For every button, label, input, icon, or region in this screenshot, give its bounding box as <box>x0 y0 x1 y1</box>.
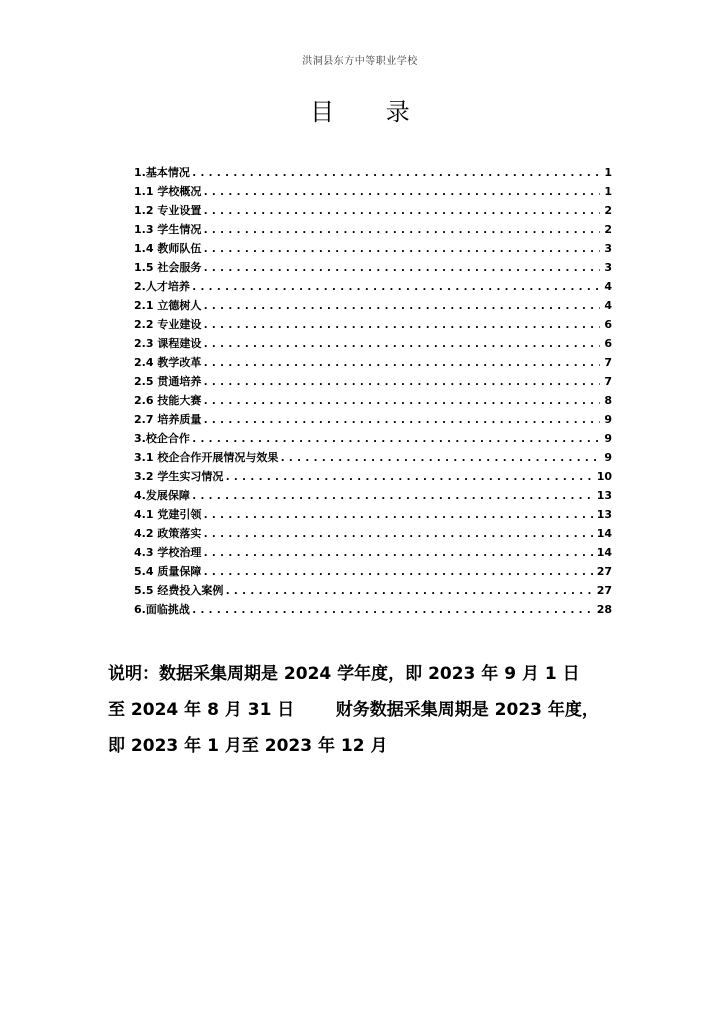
toc-dot-leader <box>202 394 600 407</box>
toc-entry-page-number: 6 <box>604 337 612 350</box>
toc-entry-page-number: 27 <box>596 565 612 578</box>
toc-entry-page-number: 27 <box>596 584 612 597</box>
toc-dot-leader <box>202 356 600 369</box>
toc-dot-leader <box>202 223 600 236</box>
toc-entry[interactable] <box>134 202 612 221</box>
toc-entry[interactable] <box>134 411 612 430</box>
toc-entry-page-number: 9 <box>604 413 612 426</box>
toc-entry-page-number: 7 <box>604 356 612 369</box>
toc-entry[interactable] <box>134 316 612 335</box>
toc-entry-label: 1.基本情况 <box>134 166 190 179</box>
toc-dot-leader <box>202 375 600 388</box>
toc-entry[interactable] <box>134 525 612 544</box>
toc-dot-leader <box>202 527 592 540</box>
table-of-contents <box>134 164 612 620</box>
toc-entry-label: 2.5 贯通培养 <box>134 375 202 388</box>
toc-entry-label: 2.1 立德树人 <box>134 299 202 312</box>
toc-entry-page-number: 3 <box>604 261 612 274</box>
toc-entry[interactable] <box>134 582 612 601</box>
toc-entry-label: 5.4 质量保障 <box>134 565 202 578</box>
toc-entry[interactable] <box>134 563 612 582</box>
toc-entry-page-number: 28 <box>596 603 612 616</box>
page-title: 目 录 <box>310 98 432 126</box>
toc-entry-page-number: 14 <box>596 546 612 559</box>
data-period-note <box>108 656 618 764</box>
toc-entry-page-number: 13 <box>596 489 612 502</box>
toc-entry-page-number: 7 <box>604 375 612 388</box>
toc-entry-label: 2.2 专业建设 <box>134 318 202 331</box>
toc-entry[interactable] <box>134 373 612 392</box>
toc-dot-leader <box>202 413 600 426</box>
toc-dot-leader <box>202 261 600 274</box>
toc-entry[interactable] <box>134 278 612 297</box>
toc-dot-leader <box>202 318 600 331</box>
toc-dot-leader <box>202 337 600 350</box>
toc-entry-page-number: 3 <box>604 242 612 255</box>
toc-entry-label: 3.2 学生实习情况 <box>134 470 224 483</box>
toc-entry-label: 4.3 学校治理 <box>134 546 202 559</box>
note-line-3: 即 2023 年 1 月至 2023 年 12 月 <box>108 736 388 756</box>
toc-entry[interactable] <box>134 468 612 487</box>
toc-entry-page-number: 1 <box>604 166 612 179</box>
toc-entry-label: 4.2 政策落实 <box>134 527 202 540</box>
toc-entry-label: 5.5 经费投入案例 <box>134 584 224 597</box>
toc-entry-label: 2.6 技能大赛 <box>134 394 202 407</box>
toc-entry[interactable] <box>134 259 612 278</box>
toc-dot-leader <box>202 185 600 198</box>
toc-entry[interactable] <box>134 506 612 525</box>
toc-entry-page-number: 1 <box>604 185 612 198</box>
toc-entry-page-number: 4 <box>604 280 612 293</box>
toc-entry-page-number: 13 <box>596 508 612 521</box>
toc-dot-leader <box>191 166 601 179</box>
toc-entry[interactable] <box>134 601 612 620</box>
toc-entry-label: 2.3 课程建设 <box>134 337 202 350</box>
toc-entry-label: 2.4 教学改革 <box>134 356 202 369</box>
toc-dot-leader <box>202 204 600 217</box>
toc-entry-label: 1.3 学生情况 <box>134 223 202 236</box>
toc-entry[interactable] <box>134 544 612 563</box>
toc-dot-leader <box>224 470 592 483</box>
toc-entry-label: 4.1 党建引领 <box>134 508 202 521</box>
toc-entry[interactable] <box>134 240 612 259</box>
toc-dot-leader <box>202 565 592 578</box>
toc-entry-page-number: 14 <box>596 527 612 540</box>
toc-entry-label: 2.人才培养 <box>134 280 190 293</box>
toc-entry[interactable] <box>134 297 612 316</box>
toc-entry-label: 1.4 教师队伍 <box>134 242 202 255</box>
note-line-1: 说明：数据采集周期是 2024 学年度，即 2023 年 9 月 1 日 <box>108 664 580 684</box>
toc-entry-page-number: 9 <box>604 451 612 464</box>
toc-dot-leader <box>191 603 593 616</box>
toc-entry-label: 4.发展保障 <box>134 489 190 502</box>
toc-entry-page-number: 2 <box>604 204 612 217</box>
note-line-2: 至 2024 年 8 月 31 日 财务数据采集周期是 2023 年度， <box>108 700 599 720</box>
toc-dot-leader <box>191 432 601 445</box>
toc-dot-leader <box>279 451 600 464</box>
toc-entry[interactable] <box>134 221 612 240</box>
toc-dot-leader <box>202 508 592 521</box>
toc-entry-page-number: 10 <box>596 470 612 483</box>
toc-entry-page-number: 9 <box>604 432 612 445</box>
toc-entry[interactable] <box>134 183 612 202</box>
toc-entry-page-number: 8 <box>604 394 612 407</box>
toc-entry-label: 1.2 专业设置 <box>134 204 202 217</box>
toc-entry[interactable] <box>134 449 612 468</box>
toc-dot-leader <box>224 584 592 597</box>
toc-entry[interactable] <box>134 164 612 183</box>
toc-entry[interactable] <box>134 392 612 411</box>
toc-entry[interactable] <box>134 335 612 354</box>
toc-entry-label: 2.7 培养质量 <box>134 413 202 426</box>
toc-entry-label: 1.1 学校概况 <box>134 185 202 198</box>
toc-entry-label: 3.1 校企合作开展情况与效果 <box>134 451 279 464</box>
toc-entry[interactable] <box>134 354 612 373</box>
toc-entry-label: 3.校企合作 <box>134 432 190 445</box>
toc-entry-page-number: 2 <box>604 223 612 236</box>
toc-entry-page-number: 6 <box>604 318 612 331</box>
toc-entry[interactable] <box>134 487 612 506</box>
toc-dot-leader <box>191 280 601 293</box>
toc-entry[interactable] <box>134 430 612 449</box>
toc-entry-label: 1.5 社会服务 <box>134 261 202 274</box>
toc-dot-leader <box>202 242 600 255</box>
toc-dot-leader <box>202 546 592 559</box>
toc-dot-leader <box>191 489 593 502</box>
toc-entry-page-number: 4 <box>604 299 612 312</box>
toc-dot-leader <box>202 299 600 312</box>
page-header: 洪洞县东方中等职业学校 <box>302 56 418 67</box>
toc-entry-label: 6.面临挑战 <box>134 603 190 616</box>
